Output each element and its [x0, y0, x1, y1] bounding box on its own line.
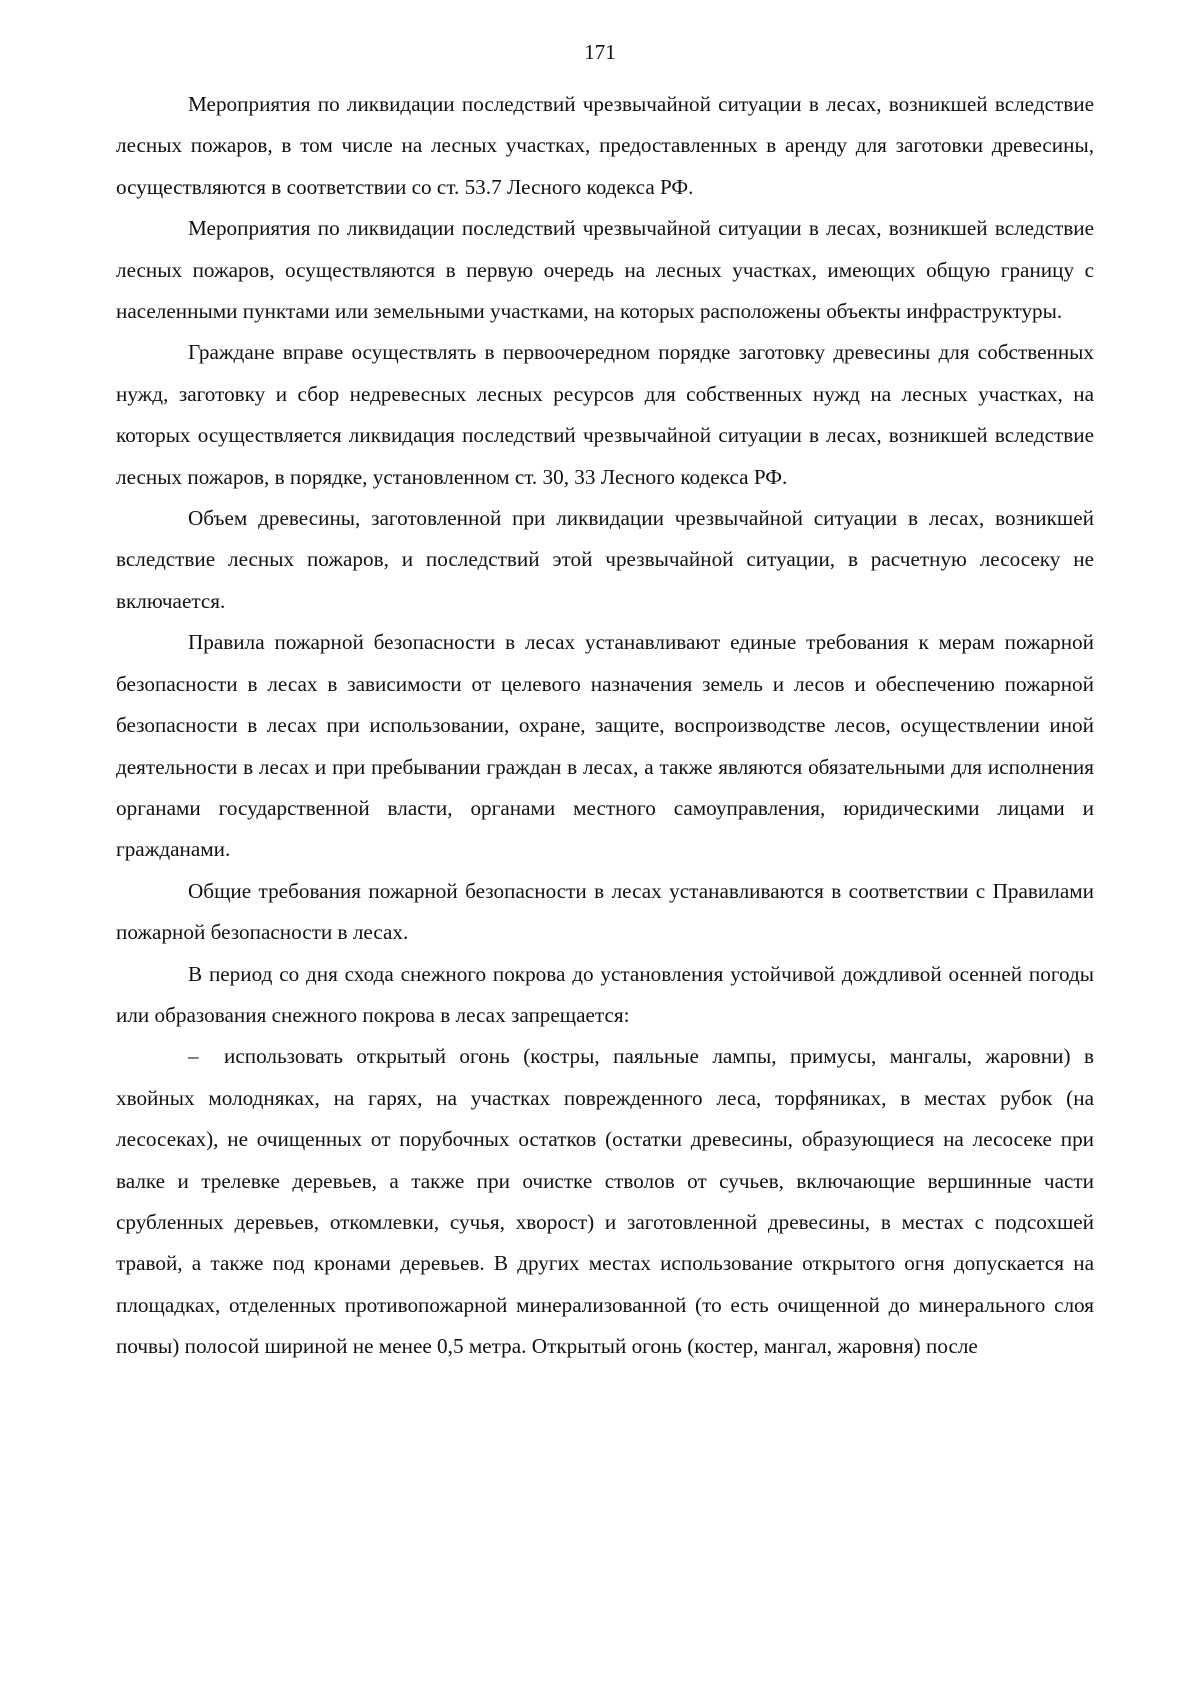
page-number: 171: [584, 40, 616, 64]
document-body: [116, 84, 1094, 1368]
paragraph-4: Объем древесины, заготовленной при ликвидации чрезвычайной ситуации в лесах, возникшей вследствие лесных пожаров, и последствий этой чрезвычайной ситуации, в расчетную лесосеку не включается.: [116, 506, 1094, 613]
list-item-marker: –: [188, 1044, 199, 1069]
paragraph-7: В период со дня схода снежного покрова до установления устойчивой дождливой осенней погоды или образования снежного покрова в лесах запрещается:: [116, 961, 1094, 1027]
paragraph-1: Мероприятия по ликвидации последствий чрезвычайной ситуации в лесах, возникшей вследствие лесных пожаров, в том числе на лесных участках, предоставленных в аренду для заготовки древесины, осуществляются в соответствии со ст. 53.7 Лесного кодекса РФ.: [116, 92, 1094, 199]
list-item-text: использовать открытый огонь (костры, паяльные лампы, примусы, мангалы, жаровни) в хвойных молодняках, на гарях, на участках поврежденного леса, торфяниках, в местах рубок (на лесосеках), не очищенных от порубочных остатков (остатки древесины, образующиеся на лесосеке при валке и трелевке деревьев, а также при очистке стволов от сучьев, включающие вершинные части срубленных деревьев, откомлевки, сучья, хворост) и заготовленной древесины, в местах с подсохшей травой, а также под кронами деревьев. В других местах использование открытого огня допускается на площадках, отделенных противопожарной минерализованной (то есть очищенной до минерального слоя почвы) полосой шириной не менее 0,5 метра. Открытый огонь (костер, мангал, жаровня) после: [116, 1044, 1094, 1359]
paragraph-3: Граждане вправе осуществлять в первоочередном порядке заготовку древесины для собственных нужд, заготовку и сбор недревесных лесных ресурсов для собственных нужд на лесных участках, на которых осуществляется ликвидация последствий чрезвычайной ситуации в лесах, возникшей вследствие лесных пожаров, в порядке, установленном ст. 30, 33 Лесного кодекса РФ.: [116, 340, 1094, 489]
paragraph-5: Правила пожарной безопасности в лесах устанавливают единые требования к мерам пожарной безопасности в лесах в зависимости от целевого назначения земель и лесов и обеспечению пожарной безопасности в лесах при использовании, охране, защите, воспроизводстве лесов, осуществлении иной деятельности в лесах и при пребывании граждан в лесах, а также являются обязательными для исполнения органами государственной власти, органами местного самоуправления, юридическими лицами и гражданами.: [116, 630, 1094, 862]
paragraph-2: Мероприятия по ликвидации последствий чрезвычайной ситуации в лесах, возникшей вследствие лесных пожаров, осуществляются в первую очередь на лесных участках, имеющих общую границу с населенными пунктами или земельными участками, на которых расположены объекты инфраструктуры.: [116, 216, 1094, 324]
paragraph-6: Общие требования пожарной безопасности в лесах устанавливаются в соответствии с Правилами пожарной безопасности в лесах.: [116, 878, 1094, 945]
list-item: [116, 1036, 1094, 1367]
